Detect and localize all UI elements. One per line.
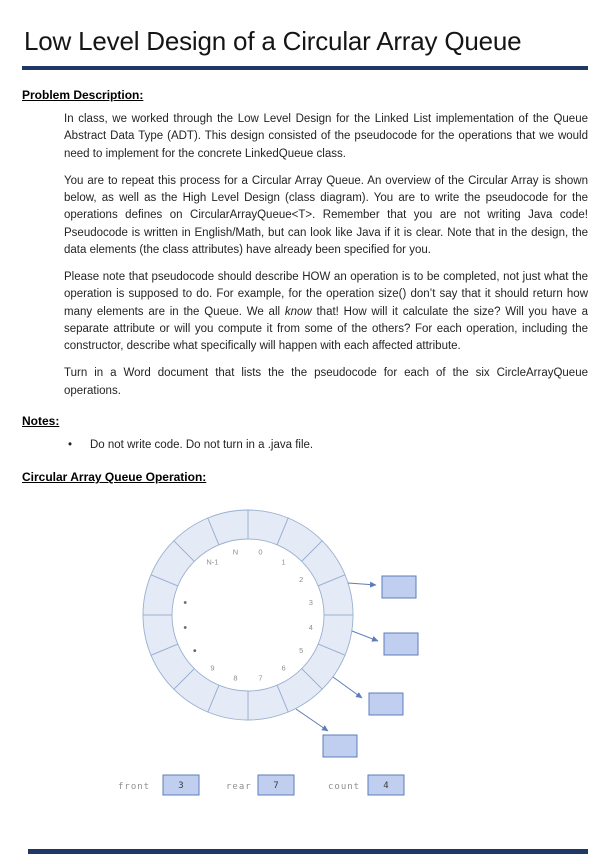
rear-label: rear <box>226 782 252 792</box>
cell-index-label: 7 <box>258 673 263 683</box>
queue-ring-labels <box>184 548 313 683</box>
register-front <box>118 775 199 795</box>
ellipsis-dot <box>184 626 187 629</box>
cell-index-label: 0 <box>258 547 263 557</box>
paragraph-3 <box>64 269 588 355</box>
register-rear <box>226 775 294 795</box>
paragraph-4: Turn in a Word document that lists the the pseudocode for each of the six CircleArrayQueue operations. <box>64 367 588 397</box>
diagram-container <box>110 493 588 810</box>
front-value: 3 <box>178 781 184 791</box>
queue-ring <box>143 510 353 720</box>
ellipsis-dot <box>193 649 196 652</box>
element-arrow <box>348 583 376 585</box>
cell-index-label: 9 <box>210 663 215 673</box>
cell-index-label: 5 <box>299 646 304 656</box>
paragraph-2: You are to repeat this process for a Circular Array Queue. An overview of the Circular Array is shown below, as well as the High Level Design (class diagram). You are to write the pseudocode for the operations defines on CircularArrayQueue<T>. Remember that you are not writing Java code! Pseudocode is written in English/Math, but can look like Java if it is clear. Note that in the design, the data elements (the class attributes) have already been specified for you. <box>64 174 588 256</box>
cell-index-label: 4 <box>308 623 313 632</box>
notes-bullet-text: Do not write code. Do not turn in a .java file. <box>90 438 314 451</box>
paragraph-3-text: Please note that pseudocode should describe HOW an operation is to be completed, not just what the operation is supposed to do. For example, for the operation size() don’t say that it should return how many elements are in the Queue. We all <box>64 271 588 318</box>
element-box <box>323 735 357 757</box>
element-arrow <box>352 631 378 641</box>
title-rule <box>22 66 588 70</box>
cell-index-label: 3 <box>308 598 313 607</box>
element-box <box>369 693 403 715</box>
heading-problem-description: Problem Description: <box>22 88 144 102</box>
paragraph-3-italic-word: know <box>284 305 312 318</box>
footer-rule <box>28 849 588 854</box>
notes-bullet-item <box>68 437 588 454</box>
section-problem-description <box>22 88 588 400</box>
element-box <box>384 633 418 655</box>
ellipsis-dot <box>184 601 187 604</box>
cell-index-label: N <box>232 547 239 557</box>
element-box <box>382 576 416 598</box>
register-count <box>328 775 404 795</box>
rear-value: 7 <box>273 781 279 791</box>
cell-index-label: 1 <box>281 557 286 567</box>
paragraph-3-text-after: that! How will it calculate the size? Will you have a separate attribute or will you compute it from some of the others? For each operation, including the constructor, describe what specifically will happen with each affected attribute. <box>64 305 588 352</box>
count-value: 4 <box>383 781 389 791</box>
element-arrow <box>296 709 328 731</box>
bullet-icon: • <box>68 438 73 451</box>
section-notes <box>22 414 588 454</box>
element-arrow <box>333 677 362 698</box>
paragraph-1: In class, we worked through the Low Level Design for the Linked List implementation of the Queue Abstract Data Type (ADT). This design consisted of the pseudocode for the operations that we would need to implement for the concrete LinkedQueue class. <box>64 113 588 160</box>
heading-notes: Notes: <box>22 413 60 428</box>
document-title: Low Level Design of a Circular Array Queue <box>24 26 522 56</box>
section-queue-operation <box>22 470 588 810</box>
circular-array-diagram <box>110 493 430 805</box>
heading-queue-operation: Circular Array Queue Operation: <box>22 470 207 484</box>
cell-index-label: 2 <box>299 574 304 584</box>
cell-index-label: 8 <box>233 673 238 683</box>
front-label: front <box>118 782 151 792</box>
count-label: count <box>328 782 361 792</box>
cell-index-label: N-1 <box>206 557 219 567</box>
cell-index-label: 6 <box>281 663 286 673</box>
